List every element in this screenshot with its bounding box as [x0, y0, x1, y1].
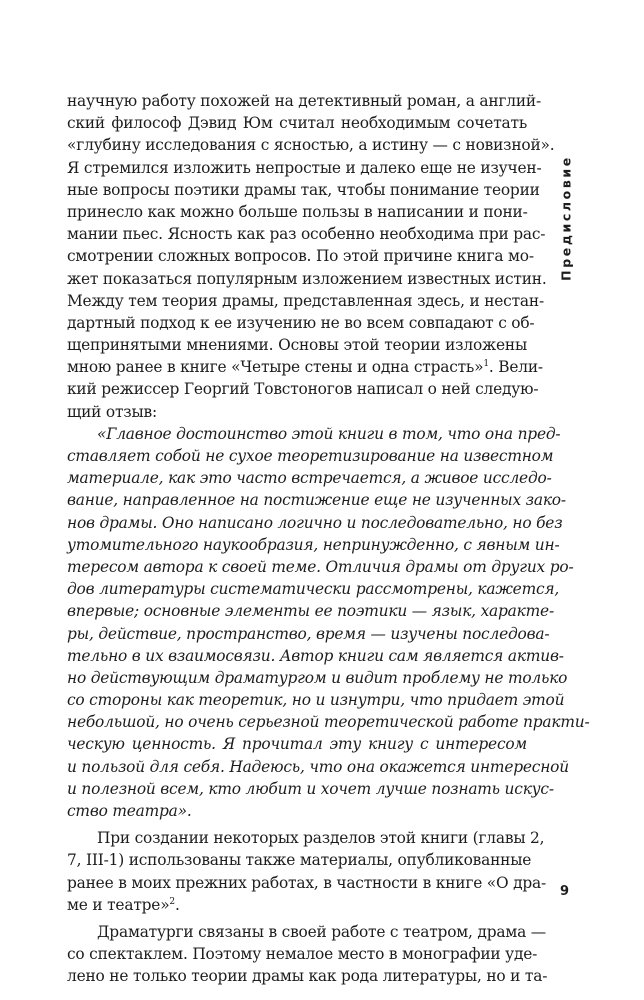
quote-line: и пользой для себя. Надеюсь, что она окажется интересной [67, 757, 569, 776]
text-line: ные вопросы поэтики драмы так, чтобы понимание теории [67, 180, 540, 199]
quote-line: небольшой, но очень серьезной теоретической работе практи- [67, 713, 590, 732]
text-line: «глубину исследования с ясностью, а истину — с новизной». [67, 136, 555, 155]
text-line: ранее в моих прежних работах, в частности в книге «О дра- [67, 873, 547, 892]
paragraph [67, 90, 555, 423]
quote-line: со стороны как теоретик, но и изнутри, что придает этой [67, 691, 565, 710]
footnote-marker: 2 [169, 896, 175, 907]
text-line: смотрении сложных вопросов. По этой причине книга мо- [67, 247, 534, 266]
quote-line: нов драмы. Оно написано логично и последовательно, но без [67, 513, 563, 532]
quote-line: дов литературы систематически рассмотрены, кажется, [67, 580, 560, 599]
text-segment: мною ранее в книге «Четыре стены и одна страсть» [67, 358, 484, 377]
text-line: Между тем теория драмы, представленная здесь, и нестан- [67, 291, 544, 310]
quote-line: ры, действие, пространство, время — изучены последова- [67, 624, 550, 643]
quote-line: тельно в их взаимосвязи. Автор книги сам является актив- [67, 646, 564, 665]
text-line: При создании некоторых разделов этой книги (главы 2, [97, 829, 545, 848]
text-line: со спектаклем. Поэтому немалое место в монографии уде- [67, 945, 538, 964]
footnote-marker: 1 [483, 359, 489, 370]
quote-line: утомительного наукообразия, непринужденно, с явным ин- [67, 535, 560, 554]
quote-line: тересом автора к своей теме. Отличия драмы от других ро- [67, 557, 574, 576]
text-line: 7, III-1) использованы также материалы, опубликованные [67, 851, 532, 870]
quote-line: и полезной всем, кто любит и хочет лучше познать искус- [67, 779, 554, 798]
text-segment: . Вели- [488, 358, 543, 377]
quote-line: «Главное достоинство этой книги в том, что она пред- [97, 424, 561, 443]
text-line: лено не только теории драмы как рода литературы, но и та- [67, 967, 548, 986]
quote-line: вание, направленное на постижение еще не изученных зако- [67, 491, 566, 510]
quote-line: впервые; основные элементы ее поэтики — язык, характе- [67, 602, 554, 621]
page-number: 9 [560, 884, 570, 899]
text-line: научную работу похожей на детективный роман, а англий- [67, 92, 541, 110]
text-line: кий режиссер Георгий Товстоногов написал о ней следую- [67, 380, 539, 399]
running-head: Предисловие [558, 155, 574, 281]
text-line: Драматурги связаны в своей работе с театром, драма — [97, 922, 546, 941]
text-line: мании пьес. Ясность как раз особенно необходима при рас- [67, 225, 546, 244]
paragraph [67, 921, 548, 988]
quote-line: но действующим драматургом и видит проблему не только [67, 668, 568, 687]
quote-line: ство театра». [67, 802, 192, 820]
paragraph [67, 827, 547, 916]
text-line: дартный подход к ее изучению не во всем совпадают с об- [67, 313, 535, 332]
text-line: жет показаться популярным изложением известных истин. [67, 269, 547, 288]
text-line-with-footnote [67, 894, 527, 916]
text-line: Я стремился изложить непростые и далеко еще не изучен- [67, 158, 542, 177]
quote-block [67, 423, 590, 822]
text-segment: . [174, 895, 180, 914]
text-line: щий отзыв: [67, 402, 157, 421]
text-line-with-footnote [67, 356, 543, 378]
quote-line: ставляет собой не сухое теоретизирование на известном [67, 447, 554, 465]
text-line: ский философ Дэвид Юм считал необходимым сочетать [67, 114, 527, 133]
quote-line: ческую ценность. Я прочитал эту книгу с интересом [67, 735, 527, 754]
text-line: щепринятыми мнениями. Основы этой теории изложены [67, 336, 527, 355]
text-segment: ме и театре» [67, 895, 170, 914]
quote-line: материале, как это часто встречается, а живое исследо- [67, 469, 552, 488]
text-line: принесло как можно больше пользы в написании и пони- [67, 202, 528, 221]
